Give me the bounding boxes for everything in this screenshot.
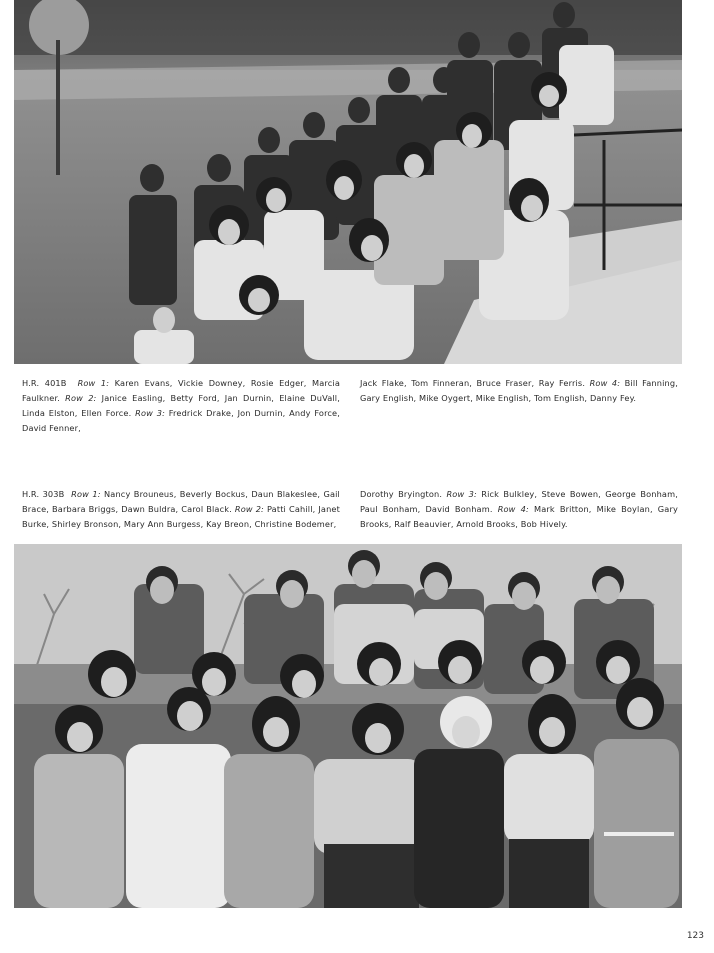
group-photo-hr303b-image xyxy=(14,544,682,908)
homeroom-label: H.R. 303B xyxy=(22,489,65,499)
group-photo-hr401b-image xyxy=(14,0,682,364)
row-names: Janice Easling, Betty Ford, Jan Durnin, Elaine DuVall, Linda Elston, Ellen Force. xyxy=(22,393,340,418)
row-label: Row 4: xyxy=(589,378,621,388)
row-label: Row 3: xyxy=(446,489,477,499)
row-label: Row 3: xyxy=(135,408,166,418)
group-photo-hr303b xyxy=(14,544,682,908)
row-label: Row 1: xyxy=(77,378,110,388)
row-label: Row 4: xyxy=(497,504,529,514)
page-number: 123 xyxy=(686,931,704,941)
row-label: Row 2: xyxy=(65,393,97,403)
caption-hr303b-right-column xyxy=(360,487,678,532)
row-label: Row 2: xyxy=(234,504,264,514)
row-names: Bill Fanning, Gary English, Mike Oygert, Mike English, Tom English, Danny Fey. xyxy=(360,378,678,403)
caption-hr303b-left-column xyxy=(22,487,340,532)
row-names: Jack Flake, Tom Finneran, Bruce Fraser, Ray Ferris. xyxy=(360,378,586,388)
row-names: Nancy Brouneus, Beverly Bockus, Daun Blakeslee, Gail Brace, Barbara Briggs, Dawn Buldra, Carol Black. xyxy=(22,489,340,514)
caption-hr401b-left-column xyxy=(22,376,340,436)
row-names: Dorothy Bryington. xyxy=(360,489,443,499)
row-label: Row 1: xyxy=(71,489,101,499)
row-names: Patti Cahill, Janet Burke, Shirley Bronson, Mary Ann Burgess, Kay Breon, Christine Bodemer, xyxy=(22,504,340,529)
caption-hr401b-right-column xyxy=(360,376,678,406)
row-names: Rick Bulkley, Steve Bowen, George Bonham, Paul Bonham, David Bonham. xyxy=(360,489,678,514)
homeroom-label: H.R. 401B xyxy=(22,378,67,388)
group-photo-hr401b xyxy=(14,0,682,364)
row-names: Mark Britton, Mike Boylan, Gary Brooks, Ralf Beauvier, Arnold Brooks, Bob Hively. xyxy=(360,504,678,529)
row-names: Karen Evans, Vickie Downey, Rosie Edger, Marcia Faulkner. xyxy=(22,378,341,403)
row-names: Fredrick Drake, Jon Durnin, Andy Force, David Fenner, xyxy=(22,408,341,433)
